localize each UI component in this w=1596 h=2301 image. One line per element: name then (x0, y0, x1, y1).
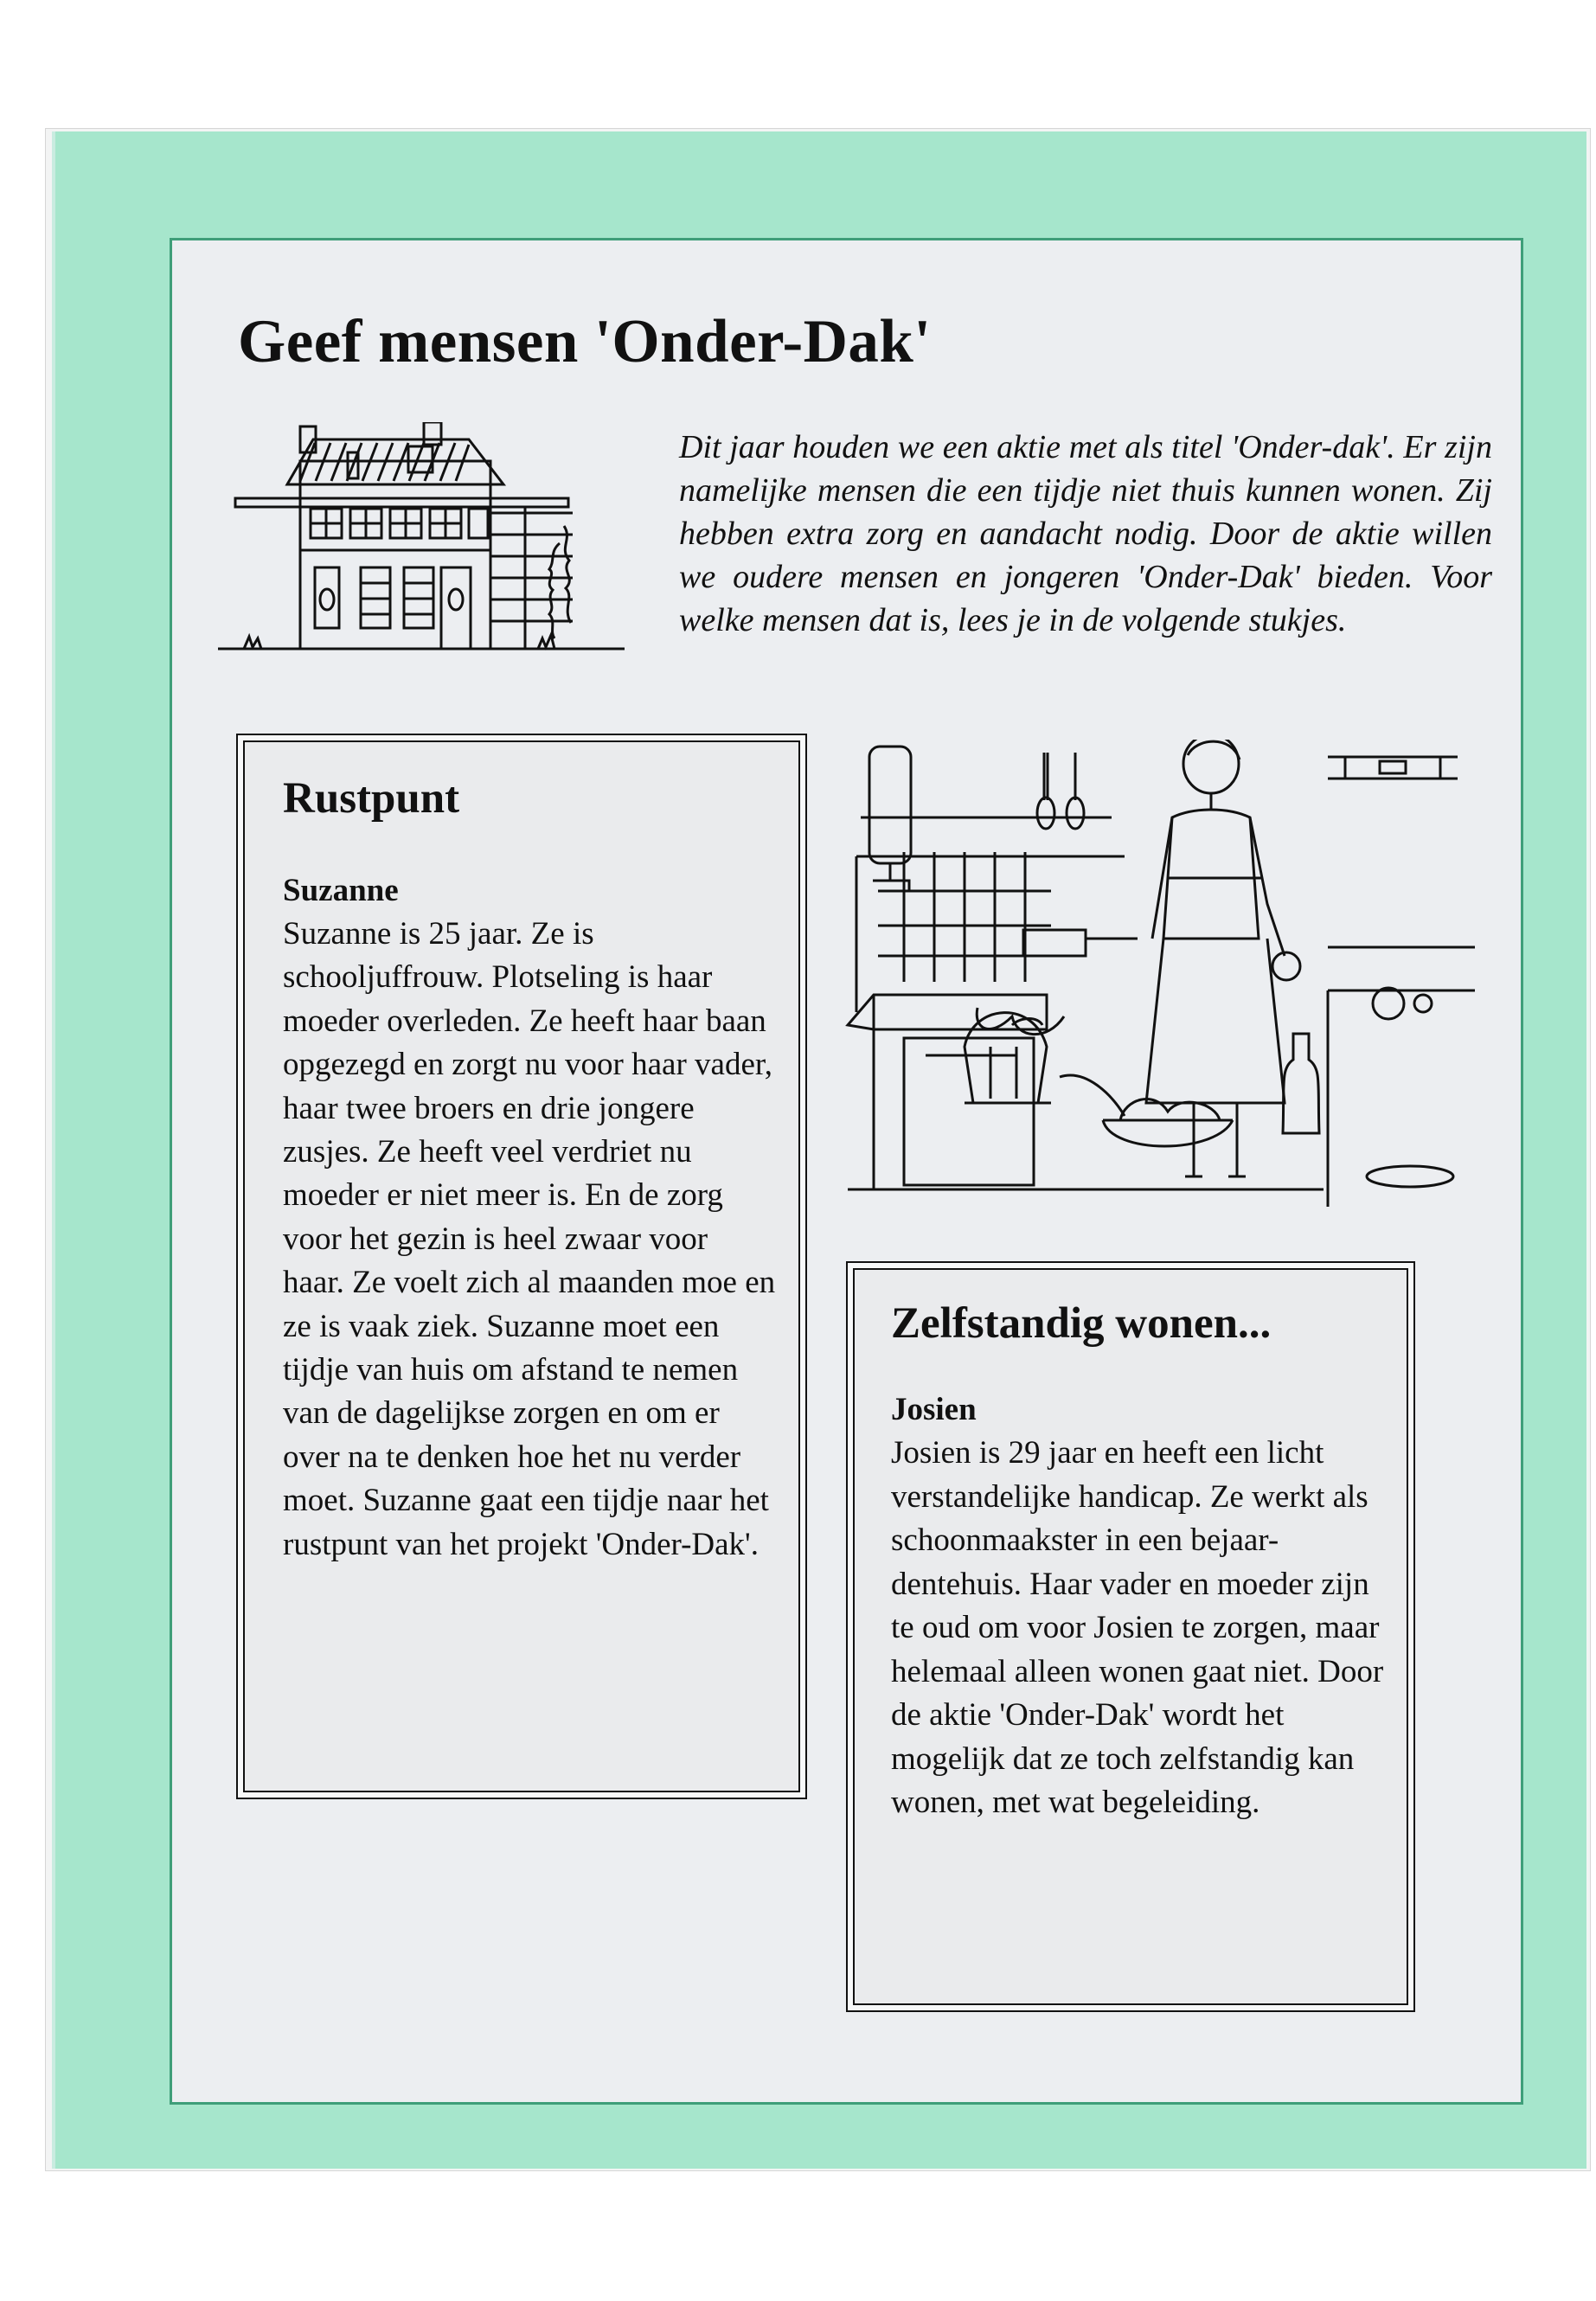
rustpunt-content (283, 772, 776, 1567)
zelfstandig-wonen-content (891, 1298, 1393, 1825)
page-title: Geef mensen 'Onder-Dak' (238, 308, 932, 375)
zelfstandig-wonen-title: Zelfstandig wonen... (891, 1299, 1272, 1348)
josien-name: Josien (891, 1392, 977, 1427)
house-illustration (218, 422, 625, 664)
josien-story: Josien is 29 jaar en heeft een licht verstandelijke handicap. Ze werkt als schoonmaakster in een bejaar-dentehuis. Haar vader en moeder zijn te oud om voor Josien te zorgen, maar helemaal alleen wonen gaat niet. Door de aktie 'Onder-Dak' wordt het mogelijk dat ze toch zelfstandig kan wonen, met wat begeleiding. (891, 1435, 1384, 1820)
rustpunt-title: Rustpunt (283, 774, 460, 823)
intro-paragraph: Dit jaar houden we een aktie met als titel 'Onder-dak'. Er zijn namelijke mensen die een tijdje niet thuis kunnen wonen. Zij hebben extra zorg en aandacht nodig. Door de aktie willen we oudere mensen en jongeren 'Onder-Dak' bieden. Voor welke mensen dat is, lees je in de volgende stukjes. (679, 429, 1492, 638)
suzanne-name: Suzanne (283, 873, 399, 908)
woman-in-kitchen-illustration (843, 740, 1479, 1211)
suzanne-story: Suzanne is 25 jaar. Ze is schooljuffrouw. Plotseling is haar moeder overleden. Ze heeft haar baan opgezegd en zorgt nu voor haar vader, haar twee broers en drie jongere zusjes. Ze heeft veel verdriet nu moeder er niet meer is. En de zorg voor het gezin is heel zwaar voor haar. Ze voelt zich al maanden moe en ze is vaak ziek. Suzanne moet een tijdje van huis om afstand te nemen van de dagelijkse zorgen en om er over na te denken hoe het nu verder moet. Suzanne gaat een tijdje naar het rustpunt van het projekt 'Onder-Dak'. (283, 916, 776, 1562)
